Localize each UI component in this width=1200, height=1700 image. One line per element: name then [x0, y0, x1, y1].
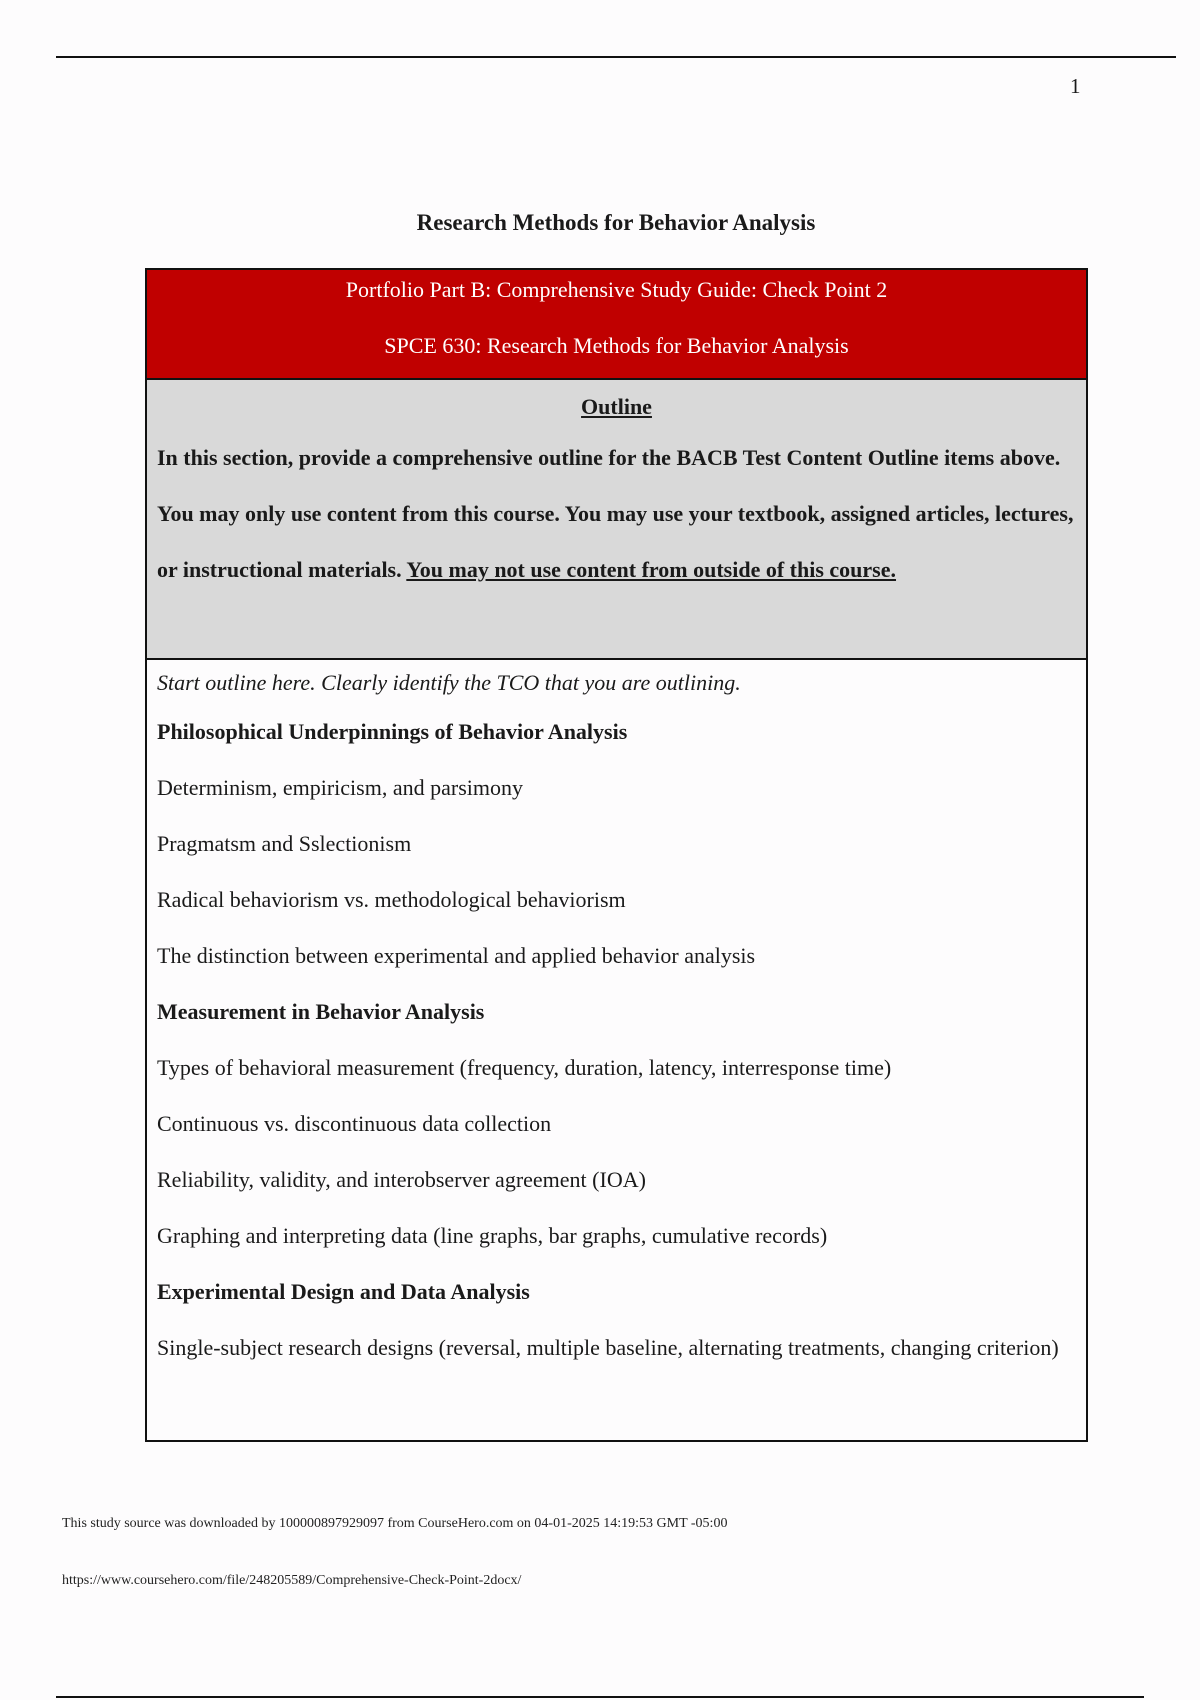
document-title: Research Methods for Behavior Analysis — [416, 210, 816, 235]
outline-item: Continuous vs. discontinuous data collection — [157, 1111, 552, 1136]
instructions-restriction: You may not use content from outside of this course. — [406, 557, 897, 582]
instructions-main: In this section, provide a comprehensive outline for the BACB Test Content Outline items above. You may only use content from this course. You may use your textbook, assigned articles, lectures, or instructional materials. — [157, 445, 1074, 582]
outline-item: The distinction between experimental and applied behavior analysis — [157, 943, 756, 968]
outline-item: Reliability, validity, and interobserver agreement (IOA) — [157, 1167, 646, 1192]
banner-course: SPCE 630: Research Methods for Behavior Analysis — [384, 333, 849, 358]
banner-title: Portfolio Part B: Comprehensive Study Guide: Check Point 2 — [345, 277, 888, 302]
instructions-text — [157, 430, 1076, 598]
outline-prompt: Start outline here. Clearly identify the TCO that you are outlining. — [157, 670, 741, 695]
page-number: 1 — [1070, 74, 1081, 98]
outline-item: Types of behavioral measurement (frequency, duration, latency, interresponse time) — [157, 1055, 892, 1080]
outline-heading: Outline — [581, 394, 652, 419]
download-note: This study source was downloaded by 100000897929097 from CourseHero.com on 04-01-2025 14:19:53 GMT -05:00 — [62, 1516, 728, 1531]
section-heading: Philosophical Underpinnings of Behavior Analysis — [157, 719, 628, 744]
outline-content — [147, 660, 1086, 1376]
footer-rule — [56, 1696, 1144, 1698]
outline-item: Pragmatsm and Sslectionism — [157, 831, 412, 856]
section-heading: Experimental Design and Data Analysis — [157, 1279, 530, 1304]
outline-item: Determinism, empiricism, and parsimony — [157, 775, 523, 800]
course-banner — [147, 270, 1086, 380]
outline-item: Graphing and interpreting data (line graphs, bar graphs, cumulative records) — [157, 1223, 828, 1248]
header-rule — [56, 56, 1176, 58]
study-guide-table — [145, 268, 1088, 1442]
section-heading: Measurement in Behavior Analysis — [157, 999, 485, 1024]
outline-item: Radical behaviorism vs. methodological behaviorism — [157, 887, 626, 912]
source-url[interactable]: https://www.coursehero.com/file/248205589/Comprehensive-Check-Point-2docx/ — [62, 1573, 522, 1588]
outline-item: Single-subject research designs (reversal, multiple baseline, alternating treatments, changing criterion) — [157, 1335, 1059, 1360]
instructions-block — [147, 380, 1086, 660]
